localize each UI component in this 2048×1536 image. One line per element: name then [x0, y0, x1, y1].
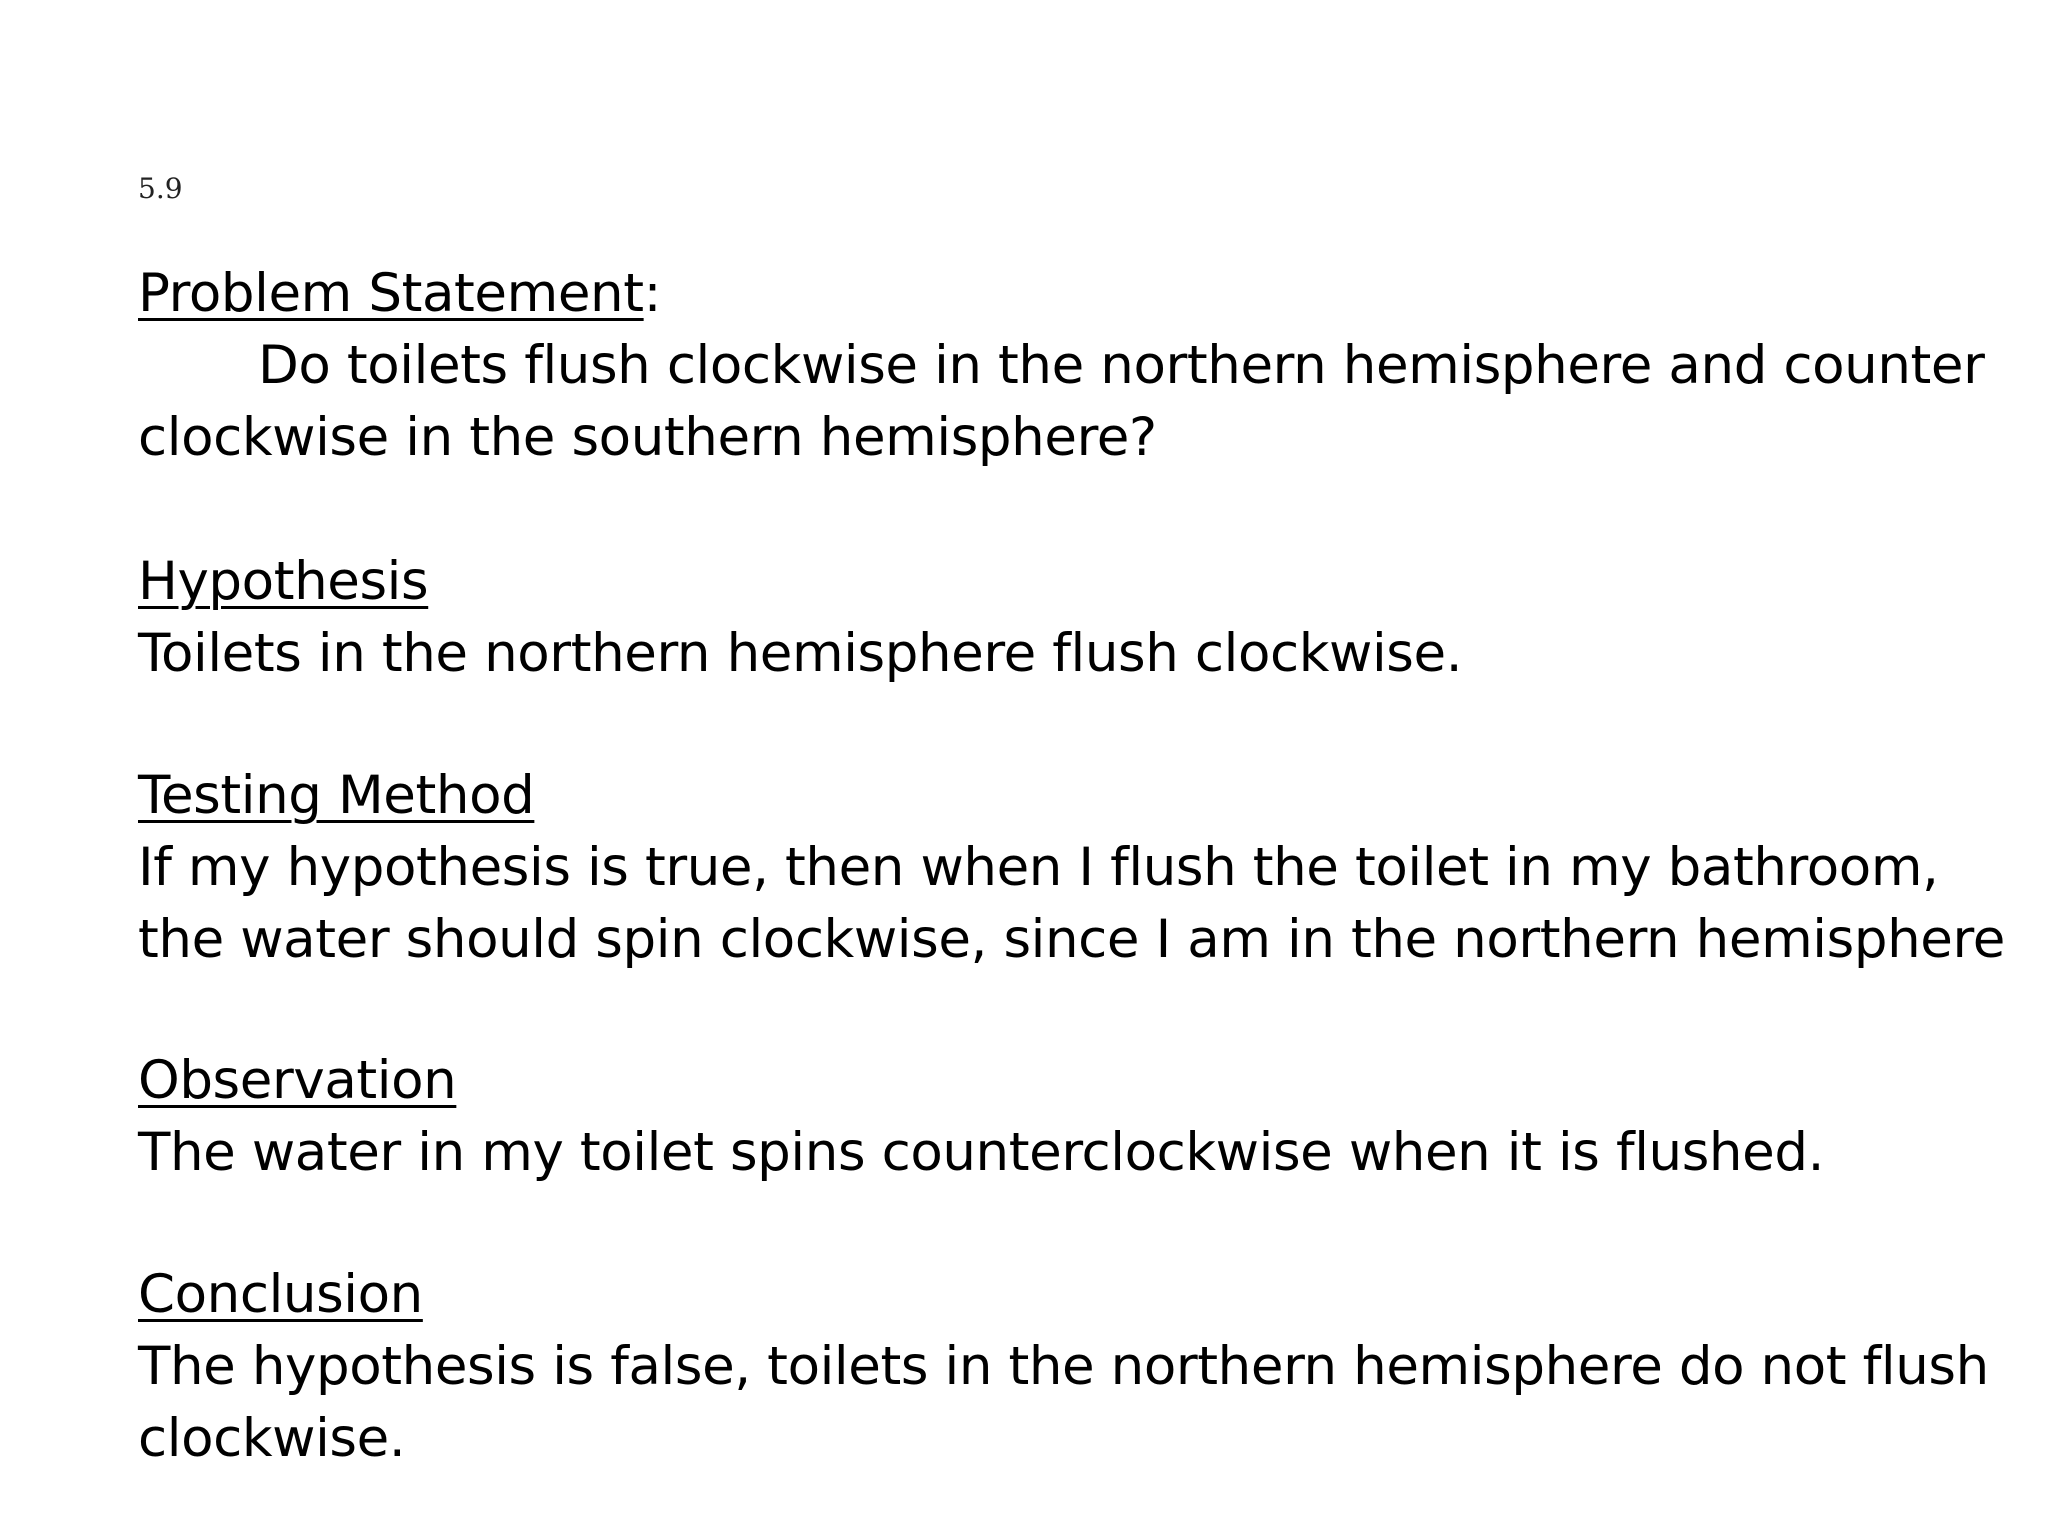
observation-section — [138, 1045, 2018, 1189]
hypothesis-heading — [138, 546, 2018, 618]
observation-line: The water in my toilet spins counterclockwise when it is flushed. — [138, 1122, 1825, 1183]
problem-statement-section — [138, 258, 2018, 474]
problem-statement-heading — [138, 258, 2018, 330]
testing-method-line: the water should spin clockwise, since I am in the northern hemisphere — [138, 909, 2005, 970]
testing-method-heading-text: Testing Method — [138, 765, 535, 826]
conclusion-section — [138, 1259, 2018, 1475]
testing-method-line: If my hypothesis is true, then when I flush the toilet in my bathroom, — [138, 837, 1939, 898]
hypothesis-heading-text: Hypothesis — [138, 551, 429, 612]
hypothesis-section — [138, 546, 2018, 690]
conclusion-heading — [138, 1259, 2018, 1331]
hypothesis-line: Toilets in the northern hemisphere flush clockwise. — [138, 623, 1463, 684]
problem-statement-heading-colon: : — [643, 263, 662, 324]
page-number: 5.9 — [138, 172, 183, 205]
conclusion-heading-text: Conclusion — [138, 1264, 423, 1325]
problem-statement-heading-text: Problem Statement — [138, 263, 644, 324]
observation-heading-text: Observation — [138, 1050, 457, 1111]
conclusion-line: clockwise. — [138, 1408, 406, 1469]
problem-statement-line: clockwise in the southern hemisphere? — [138, 407, 1157, 468]
testing-method-heading — [138, 760, 2018, 832]
testing-method-section — [138, 760, 2018, 976]
observation-heading — [138, 1045, 2018, 1117]
problem-statement-line: Do toilets flush clockwise in the northern hemisphere and counter — [258, 335, 1985, 396]
conclusion-line: The hypothesis is false, toilets in the northern hemisphere do not flush — [138, 1336, 1989, 1397]
